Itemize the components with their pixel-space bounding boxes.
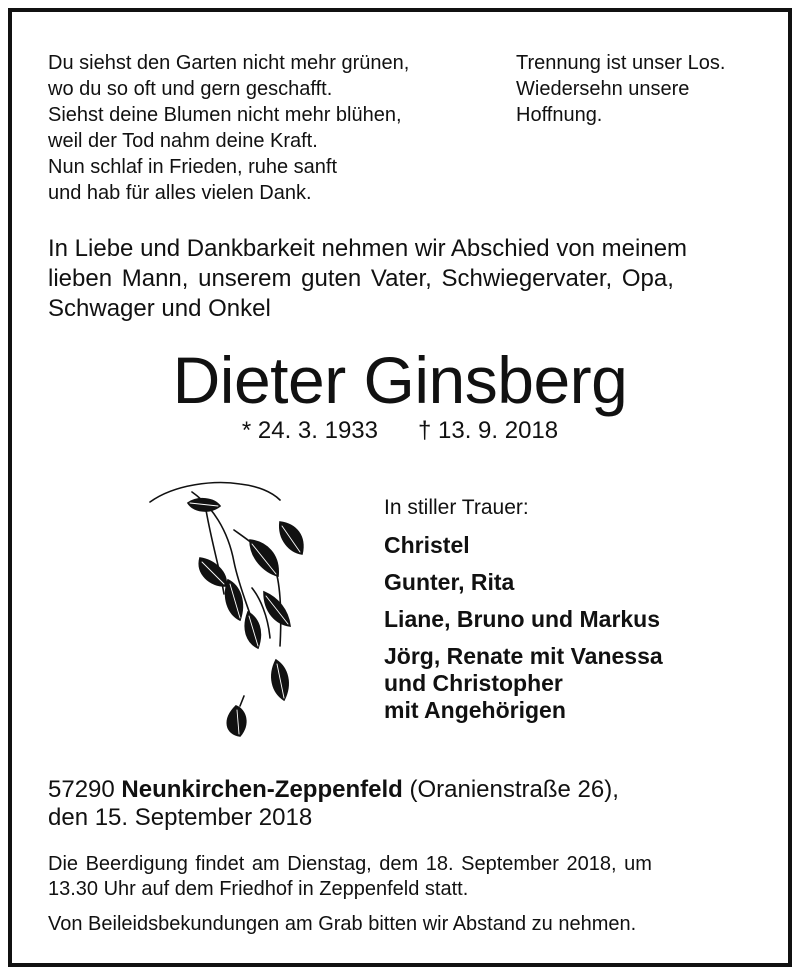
poem-line: Wiedersehn unsere (516, 78, 690, 100)
poem-line: Siehst deine Blumen nicht mehr blühen, (48, 104, 402, 126)
intro-line: Schwager und Onkel (48, 295, 271, 322)
birth-date: * 24. 3. 1933 (241, 417, 378, 444)
funeral-info-line: Die Beerdigung findet am Dienstag, dem 18. September 2018, um (48, 853, 652, 875)
mourner-name: Gunter, Rita (384, 569, 515, 595)
deceased-name: Dieter Ginsberg (172, 343, 628, 417)
poem-line: wo du so oft und gern geschafft. (48, 78, 333, 100)
mourner-name: mit Angehörigen (384, 697, 566, 723)
poem-line: Nun schlaf in Frieden, ruhe sanft (48, 156, 338, 178)
town-name: Neunkirchen-Zeppenfeld (121, 776, 403, 803)
poem-left (48, 50, 409, 206)
poem-right (516, 50, 725, 128)
condolence-note: Von Beileidsbekundungen am Grab bitten wir Abstand zu nehmen. (48, 913, 637, 935)
notice-date: den 15. September 2018 (48, 804, 313, 831)
mourning-heading: In stiller Trauer: (384, 496, 529, 519)
poem-line: Trennung ist unser Los. (516, 52, 726, 74)
postal-code: 57290 (48, 776, 115, 803)
funeral-info-line: 13.30 Uhr auf dem Friedhof in Zeppenfeld statt. (48, 878, 469, 900)
intro-text (48, 234, 687, 324)
falling-leaves-icon (140, 470, 320, 752)
street-address: (Oranienstraße 26), (409, 776, 619, 803)
mourner-name: Jörg, Renate mit Vanessa (384, 643, 663, 669)
poem-line: Hoffnung. (516, 104, 603, 126)
address-line (48, 776, 619, 804)
mourner-name: Christel (384, 532, 470, 558)
poem-line: und hab für alles vielen Dank. (48, 182, 312, 204)
intro-line: lieben Mann, unserem guten Vater, Schwiegervater, Opa, (48, 265, 674, 292)
death-date: † 13. 9. 2018 (418, 417, 559, 444)
mourner-name: und Christopher (384, 670, 563, 696)
poem-line: weil der Tod nahm deine Kraft. (48, 130, 318, 152)
place-and-date (48, 776, 619, 832)
mourners-list (384, 494, 663, 724)
life-dates (12, 416, 788, 446)
poem-line: Du siehst den Garten nicht mehr grünen, (48, 52, 410, 74)
intro-line: In Liebe und Dankbarkeit nehmen wir Abschied von meinem (48, 235, 688, 262)
mourner-name: Liane, Bruno und Markus (384, 606, 661, 632)
obituary-card (8, 8, 792, 967)
funeral-notes (48, 852, 652, 937)
